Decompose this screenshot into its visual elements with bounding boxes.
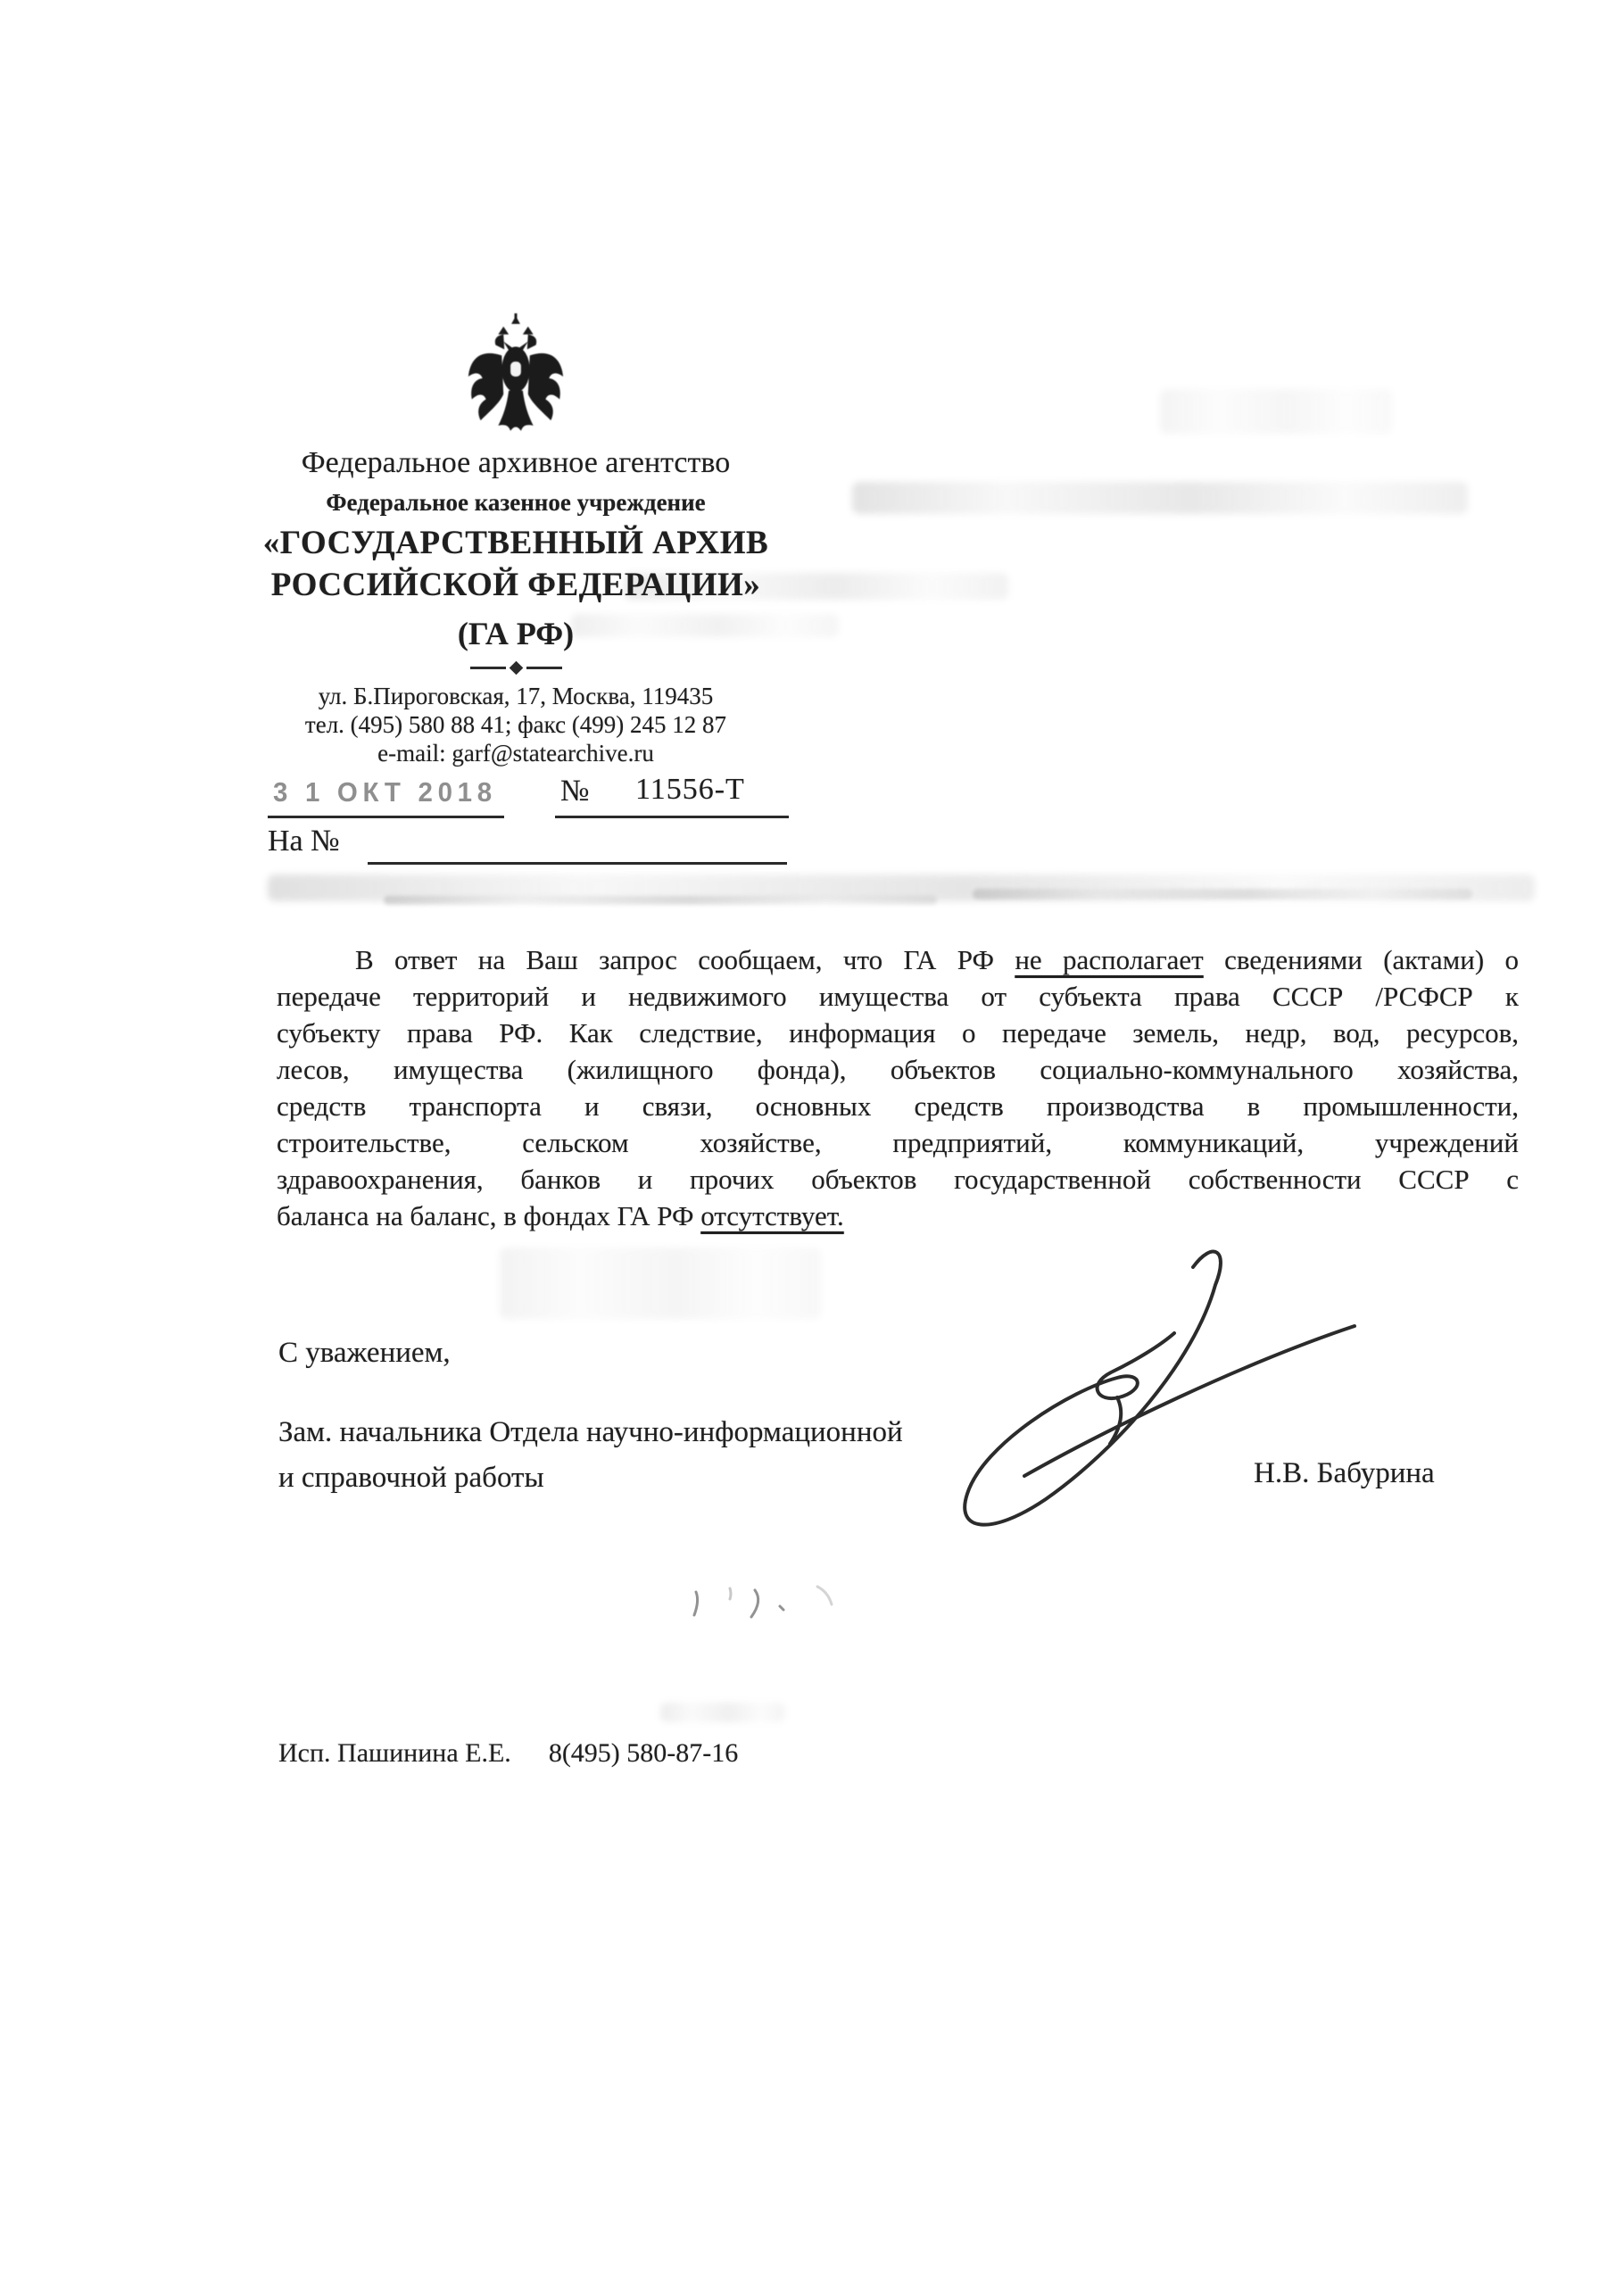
body-line <box>277 1090 1519 1127</box>
body-line <box>277 944 1519 981</box>
body-text-segment: лесов, имущества (жилищного фонда), объектов социально-коммунального хозяйства, <box>277 1054 1519 1085</box>
reference-block <box>268 775 794 873</box>
divider-line-icon <box>470 667 506 669</box>
body-text-segment: сведениями (актами) о <box>1203 944 1519 975</box>
phone-fax: тел. (495) 580 88 41; факс (499) 245 12 87 <box>304 711 727 738</box>
body-line <box>277 981 1519 1017</box>
body-line <box>277 1127 1519 1164</box>
scan-smudge <box>973 889 1472 899</box>
scan-smudge <box>384 896 937 905</box>
divider-line-icon <box>526 667 562 669</box>
body-line <box>277 1164 1519 1200</box>
executor-phone: 8(495) 580-87-16 <box>548 1738 739 1768</box>
agency-name: Федеральное архивное агентство <box>301 446 731 479</box>
body-text-segment: передаче территорий и недвижимого имущества от субъекта права СССР /РСФСР к <box>277 981 1519 1012</box>
body-text-segment: здравоохранения, банков и прочих объектов государственной собственности СССР с <box>277 1164 1519 1195</box>
postal-address: ул. Б.Пироговская, 17, Москва, 119435 <box>318 683 714 709</box>
signer-name: Н.В. Бабурина <box>1254 1457 1435 1489</box>
number-underline <box>555 816 789 818</box>
letter-body <box>277 944 1519 1237</box>
scan-smudge <box>852 482 1468 514</box>
body-line <box>277 1054 1519 1090</box>
body-text-segment: баланса на баланс, в фондах ГА РФ <box>277 1200 701 1231</box>
date-stamp: 3 1 ОКТ 2018 <box>273 776 497 808</box>
body-text-segment: строительстве, сельском хозяйстве, предприятий, коммуникаций, учреждений <box>277 1127 1519 1158</box>
contact-block <box>253 682 779 767</box>
body-line <box>277 1017 1519 1054</box>
reply-underline <box>368 862 787 865</box>
outgoing-number: 11556-Т <box>635 773 745 806</box>
archive-name-line1: «ГОСУДАРСТВЕННЫЙ АРХИВ <box>262 525 769 561</box>
scan-smudge <box>1160 389 1392 434</box>
email: e-mail: garf@statearchive.ru <box>377 740 654 767</box>
date-underline <box>268 816 504 818</box>
archive-abbreviation: (ГА РФ) <box>457 616 575 651</box>
ornament-divider <box>253 663 779 673</box>
executor-line <box>278 1738 738 1769</box>
scan-smudge <box>660 1703 785 1722</box>
archive-name <box>253 522 779 606</box>
body-text-segment: субъекту права РФ. Как следствие, информация о передаче земель, недр, вод, ресурсов, <box>277 1017 1519 1049</box>
diamond-icon <box>509 661 523 676</box>
archive-name-line2: РОССИЙСКОЙ ФЕДЕРАЦИИ» <box>270 567 761 603</box>
institution-type: Федеральное казенное учреждение <box>326 489 706 516</box>
coat-of-arms-russia-icon <box>463 312 568 437</box>
body-text-segment: средств транспорта и связи, основных средств производства в промышленности, <box>277 1090 1519 1122</box>
reply-to-label: На № <box>268 825 340 858</box>
number-label: № <box>560 775 590 808</box>
letterhead <box>253 312 779 767</box>
body-text-segment: В ответ на Ваш запрос сообщаем, что ГА РФ <box>355 944 1015 975</box>
body-line <box>277 1200 1519 1237</box>
executor-name: Исп. Пашинина Е.Е. <box>278 1738 511 1768</box>
signer-title-line1: Зам. начальника Отдела научно-информационной <box>278 1416 903 1448</box>
underlined-text: не располагает <box>1015 944 1204 975</box>
closing-salutation: С уважением, <box>278 1337 451 1369</box>
ink-marks <box>685 1581 855 1628</box>
signer-title-line2: и справочной работы <box>278 1462 544 1494</box>
scan-smudge <box>500 1247 821 1319</box>
underlined-text: отсутствует. <box>700 1200 844 1231</box>
